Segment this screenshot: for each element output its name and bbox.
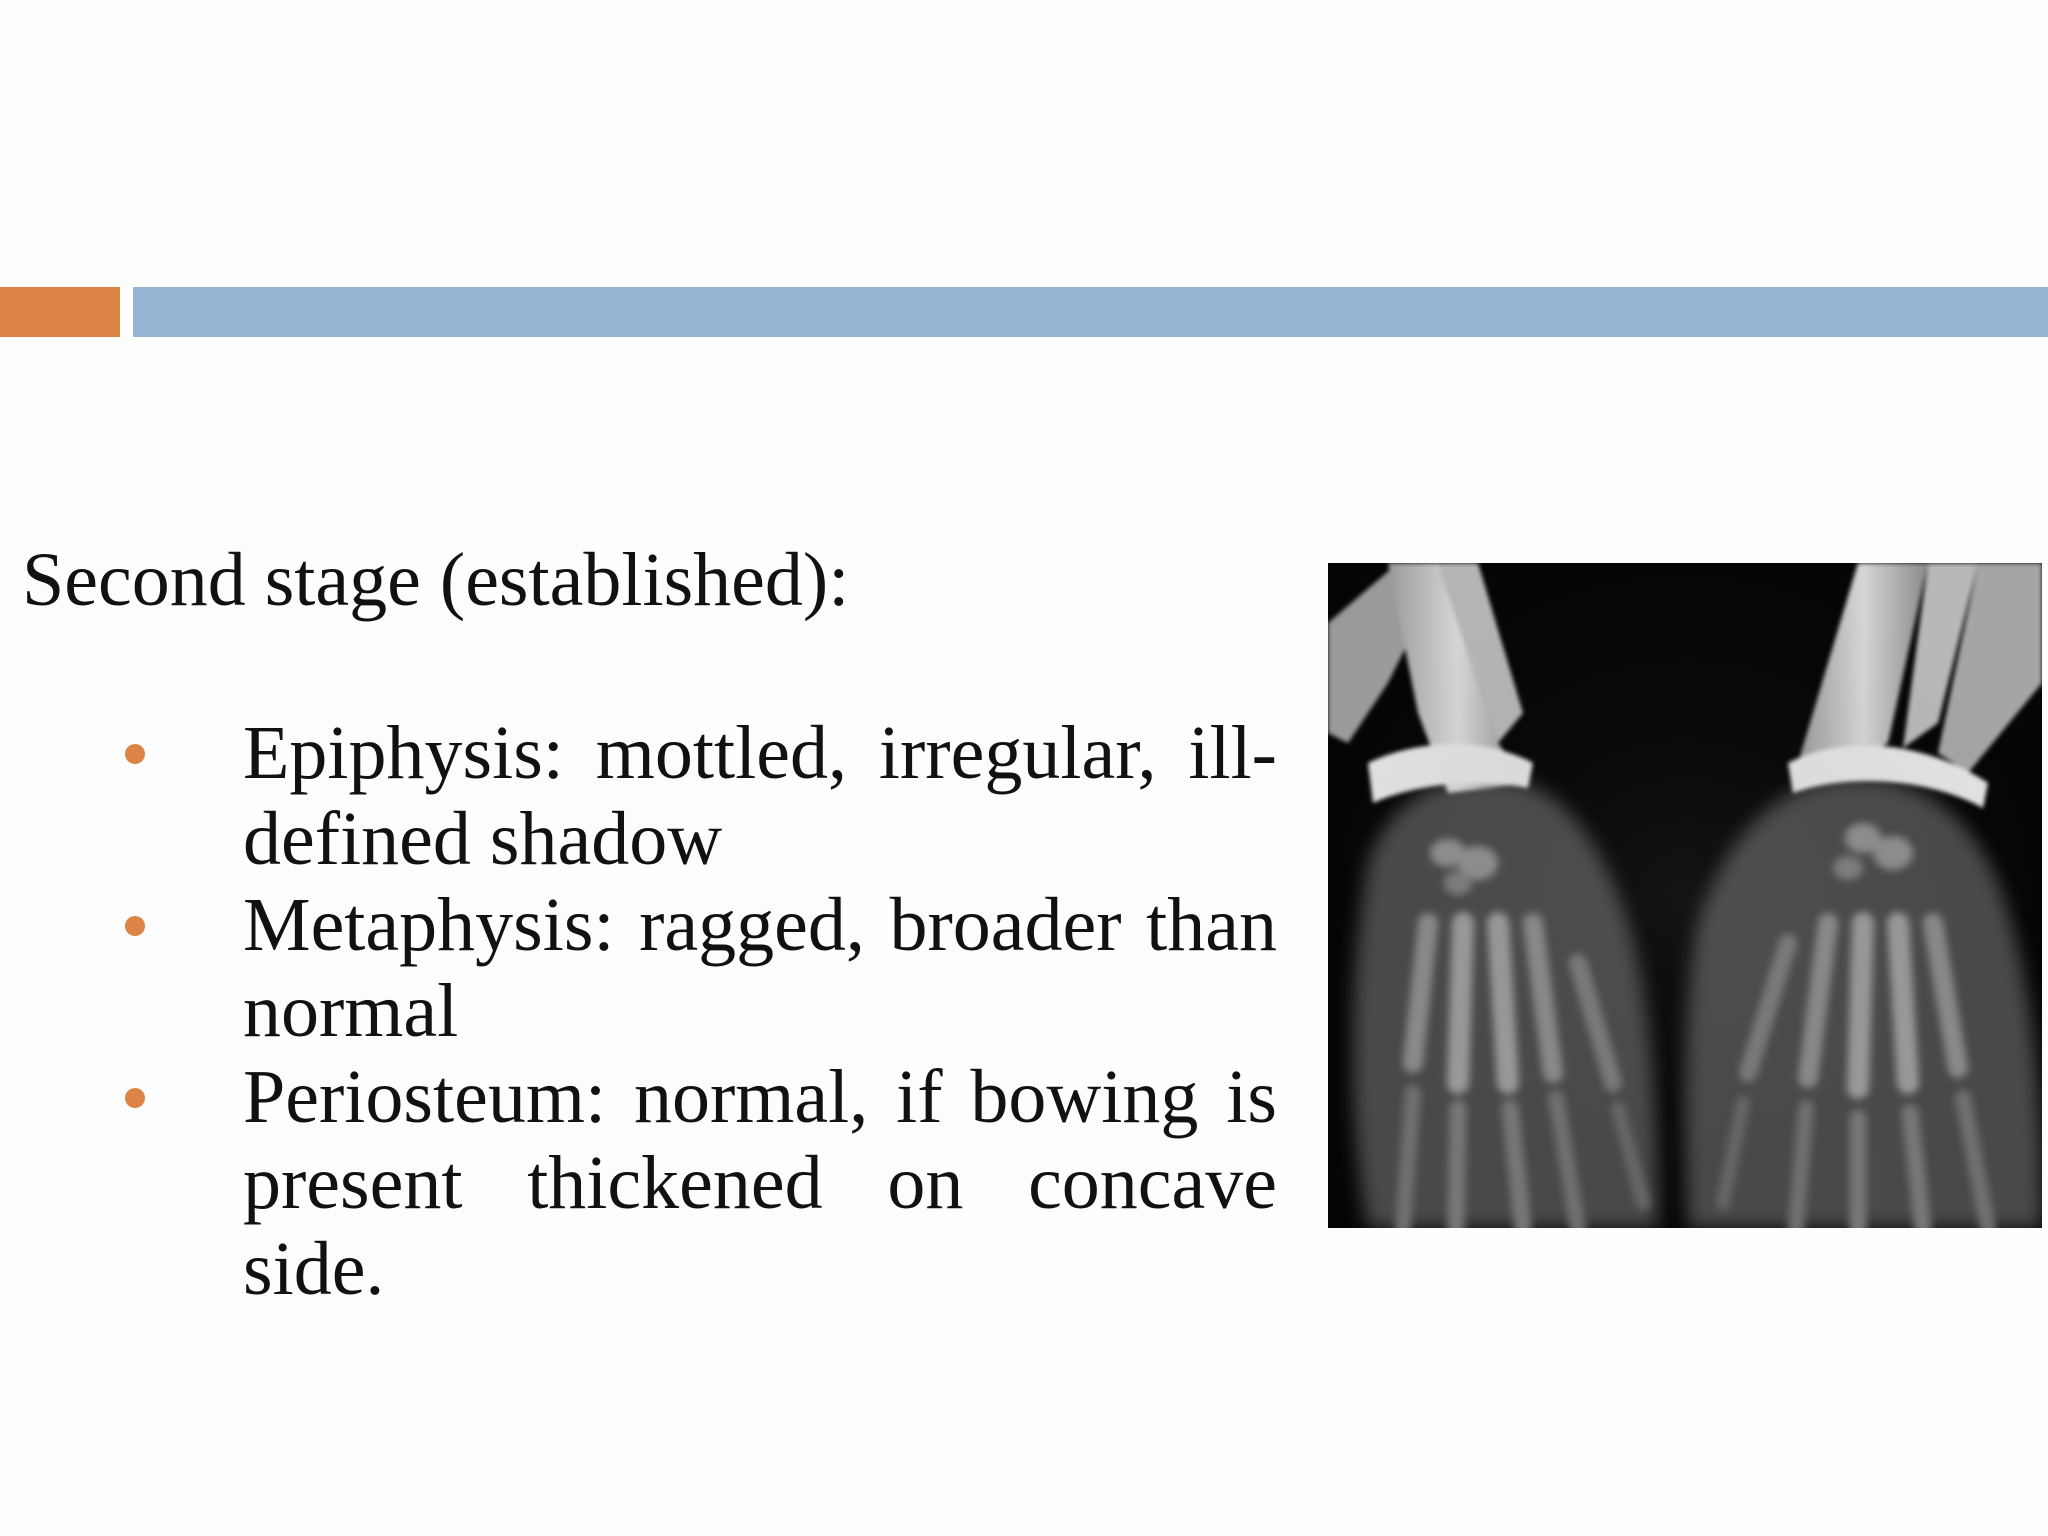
slide-heading: Second stage (established): (22, 538, 850, 622)
xray-image (1328, 563, 2042, 1228)
bullet-item-periosteum (0, 1054, 1277, 1312)
bullet-list (0, 710, 1280, 1312)
xray-hands-illustration (1328, 563, 2042, 1228)
accent-bar-orange (0, 287, 120, 337)
bullet-dot-icon (125, 744, 145, 764)
bullet-dot-icon (125, 1088, 145, 1108)
bullet-text: Periosteum: normal, if bowing is present thickened on concave side. (243, 1055, 1277, 1311)
bullet-text: Epiphysis: mottled, irregular, ill-defined shadow (243, 711, 1277, 881)
bullet-dot-icon (125, 916, 145, 936)
accent-bar-blue (133, 287, 2048, 337)
bullet-item-epiphysis (0, 710, 1277, 882)
bullet-text: Metaphysis: ragged, broader than normal (243, 883, 1277, 1053)
bullet-item-metaphysis (0, 882, 1277, 1054)
